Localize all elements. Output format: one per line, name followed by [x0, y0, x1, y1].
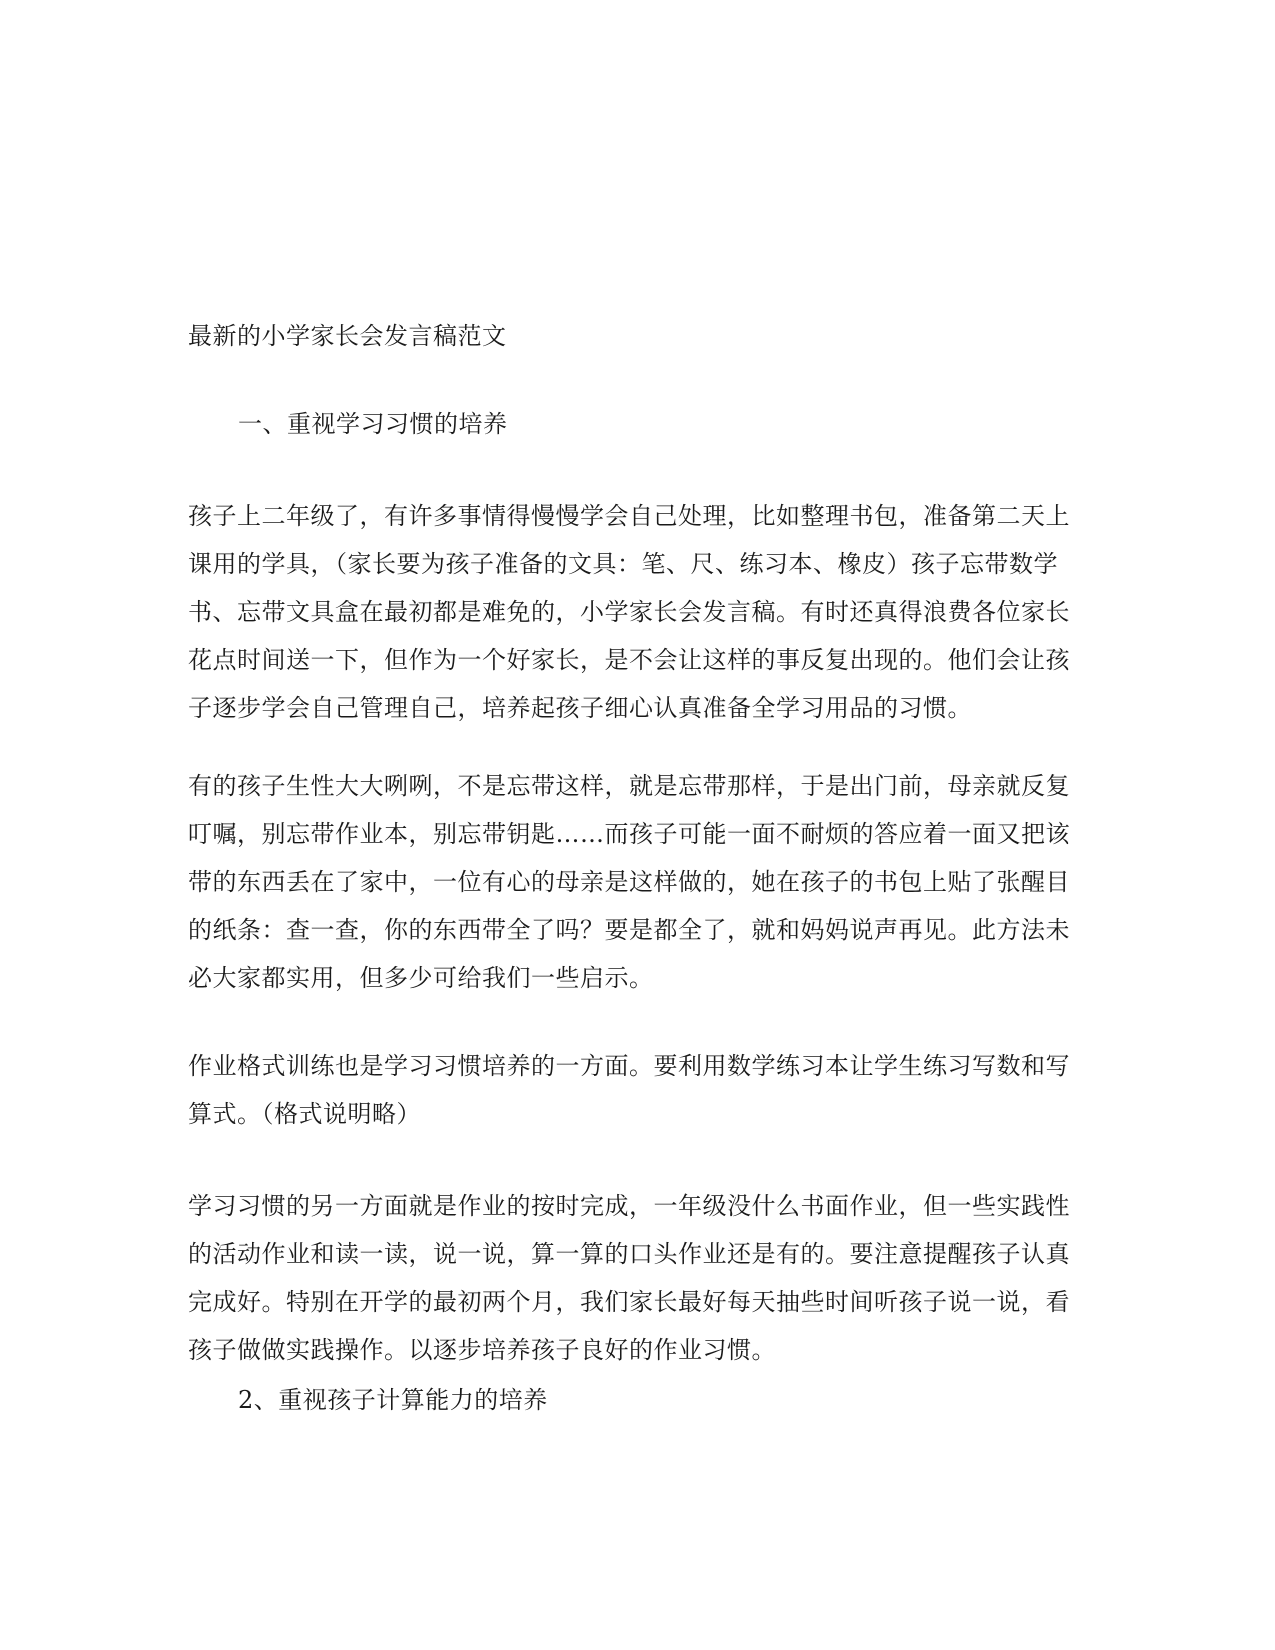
- paragraph-line: 算式。（格式说明略）: [188, 1100, 421, 1128]
- paragraph-1: [188, 492, 1088, 732]
- paragraph-line: 孩子上二年级了，有许多事情得慢慢学会自己处理，比如整理书包，准备第二天上: [188, 502, 1070, 530]
- paragraph-line: 作业格式训练也是学习习惯培养的一方面。要利用数学练习本让学生练习写数和写: [188, 1052, 1070, 1080]
- title-text: 最新的小学家长会发言稿范文: [188, 322, 507, 350]
- paragraph-line: 有的孩子生性大大咧咧，不是忘带这样，就是忘带那样，于是出门前，母亲就反复: [188, 772, 1070, 800]
- section-heading-2: [238, 1376, 1138, 1424]
- section-heading-1: [238, 400, 1138, 448]
- paragraph-line: 的活动作业和读一读，说一说，算一算的口头作业还是有的。要注意提醒孩子认真: [188, 1240, 1070, 1268]
- section-heading-text: 2、重视孩子计算能力的培养: [238, 1386, 548, 1414]
- paragraph-line: 带的东西丢在了家中，一位有心的母亲是这样做的，她在孩子的书包上贴了张醒目: [188, 868, 1070, 896]
- paragraph-line: 孩子做做实践操作。以逐步培养孩子良好的作业习惯。: [188, 1336, 776, 1364]
- paragraph-line: 学习习惯的另一方面就是作业的按时完成，一年级没什么书面作业，但一些实践性: [188, 1192, 1070, 1220]
- paragraph-3: [188, 1042, 1088, 1138]
- paragraph-4: [188, 1182, 1088, 1374]
- paragraph-line: 必大家都实用，但多少可给我们一些启示。: [188, 964, 654, 992]
- paragraph-2: [188, 762, 1088, 1002]
- paragraph-line: 完成好。特别在开学的最初两个月，我们家长最好每天抽些时间听孩子说一说，看: [188, 1288, 1070, 1316]
- paragraph-line: 子逐步学会自己管理自己，培养起孩子细心认真准备全学习用品的习惯。: [188, 694, 972, 722]
- paragraph-line: 书、忘带文具盒在最初都是难免的，小学家长会发言稿。有时还真得浪费各位家长: [188, 598, 1070, 626]
- document-title: [188, 312, 1088, 360]
- section-heading-text: 一、重视学习习惯的培养: [238, 410, 508, 438]
- paragraph-line: 的纸条：查一查，你的东西带全了吗？要是都全了，就和妈妈说声再见。此方法未: [188, 916, 1070, 944]
- paragraph-line: 课用的学具，（家长要为孩子准备的文具：笔、尺、练习本、橡皮）孩子忘带数学: [188, 550, 1058, 578]
- paragraph-line: 花点时间送一下，但作为一个好家长，是不会让这样的事反复出现的。他们会让孩: [188, 646, 1070, 674]
- paragraph-line: 叮嘱，别忘带作业本，别忘带钥匙……而孩子可能一面不耐烦的答应着一面又把该: [188, 820, 1070, 848]
